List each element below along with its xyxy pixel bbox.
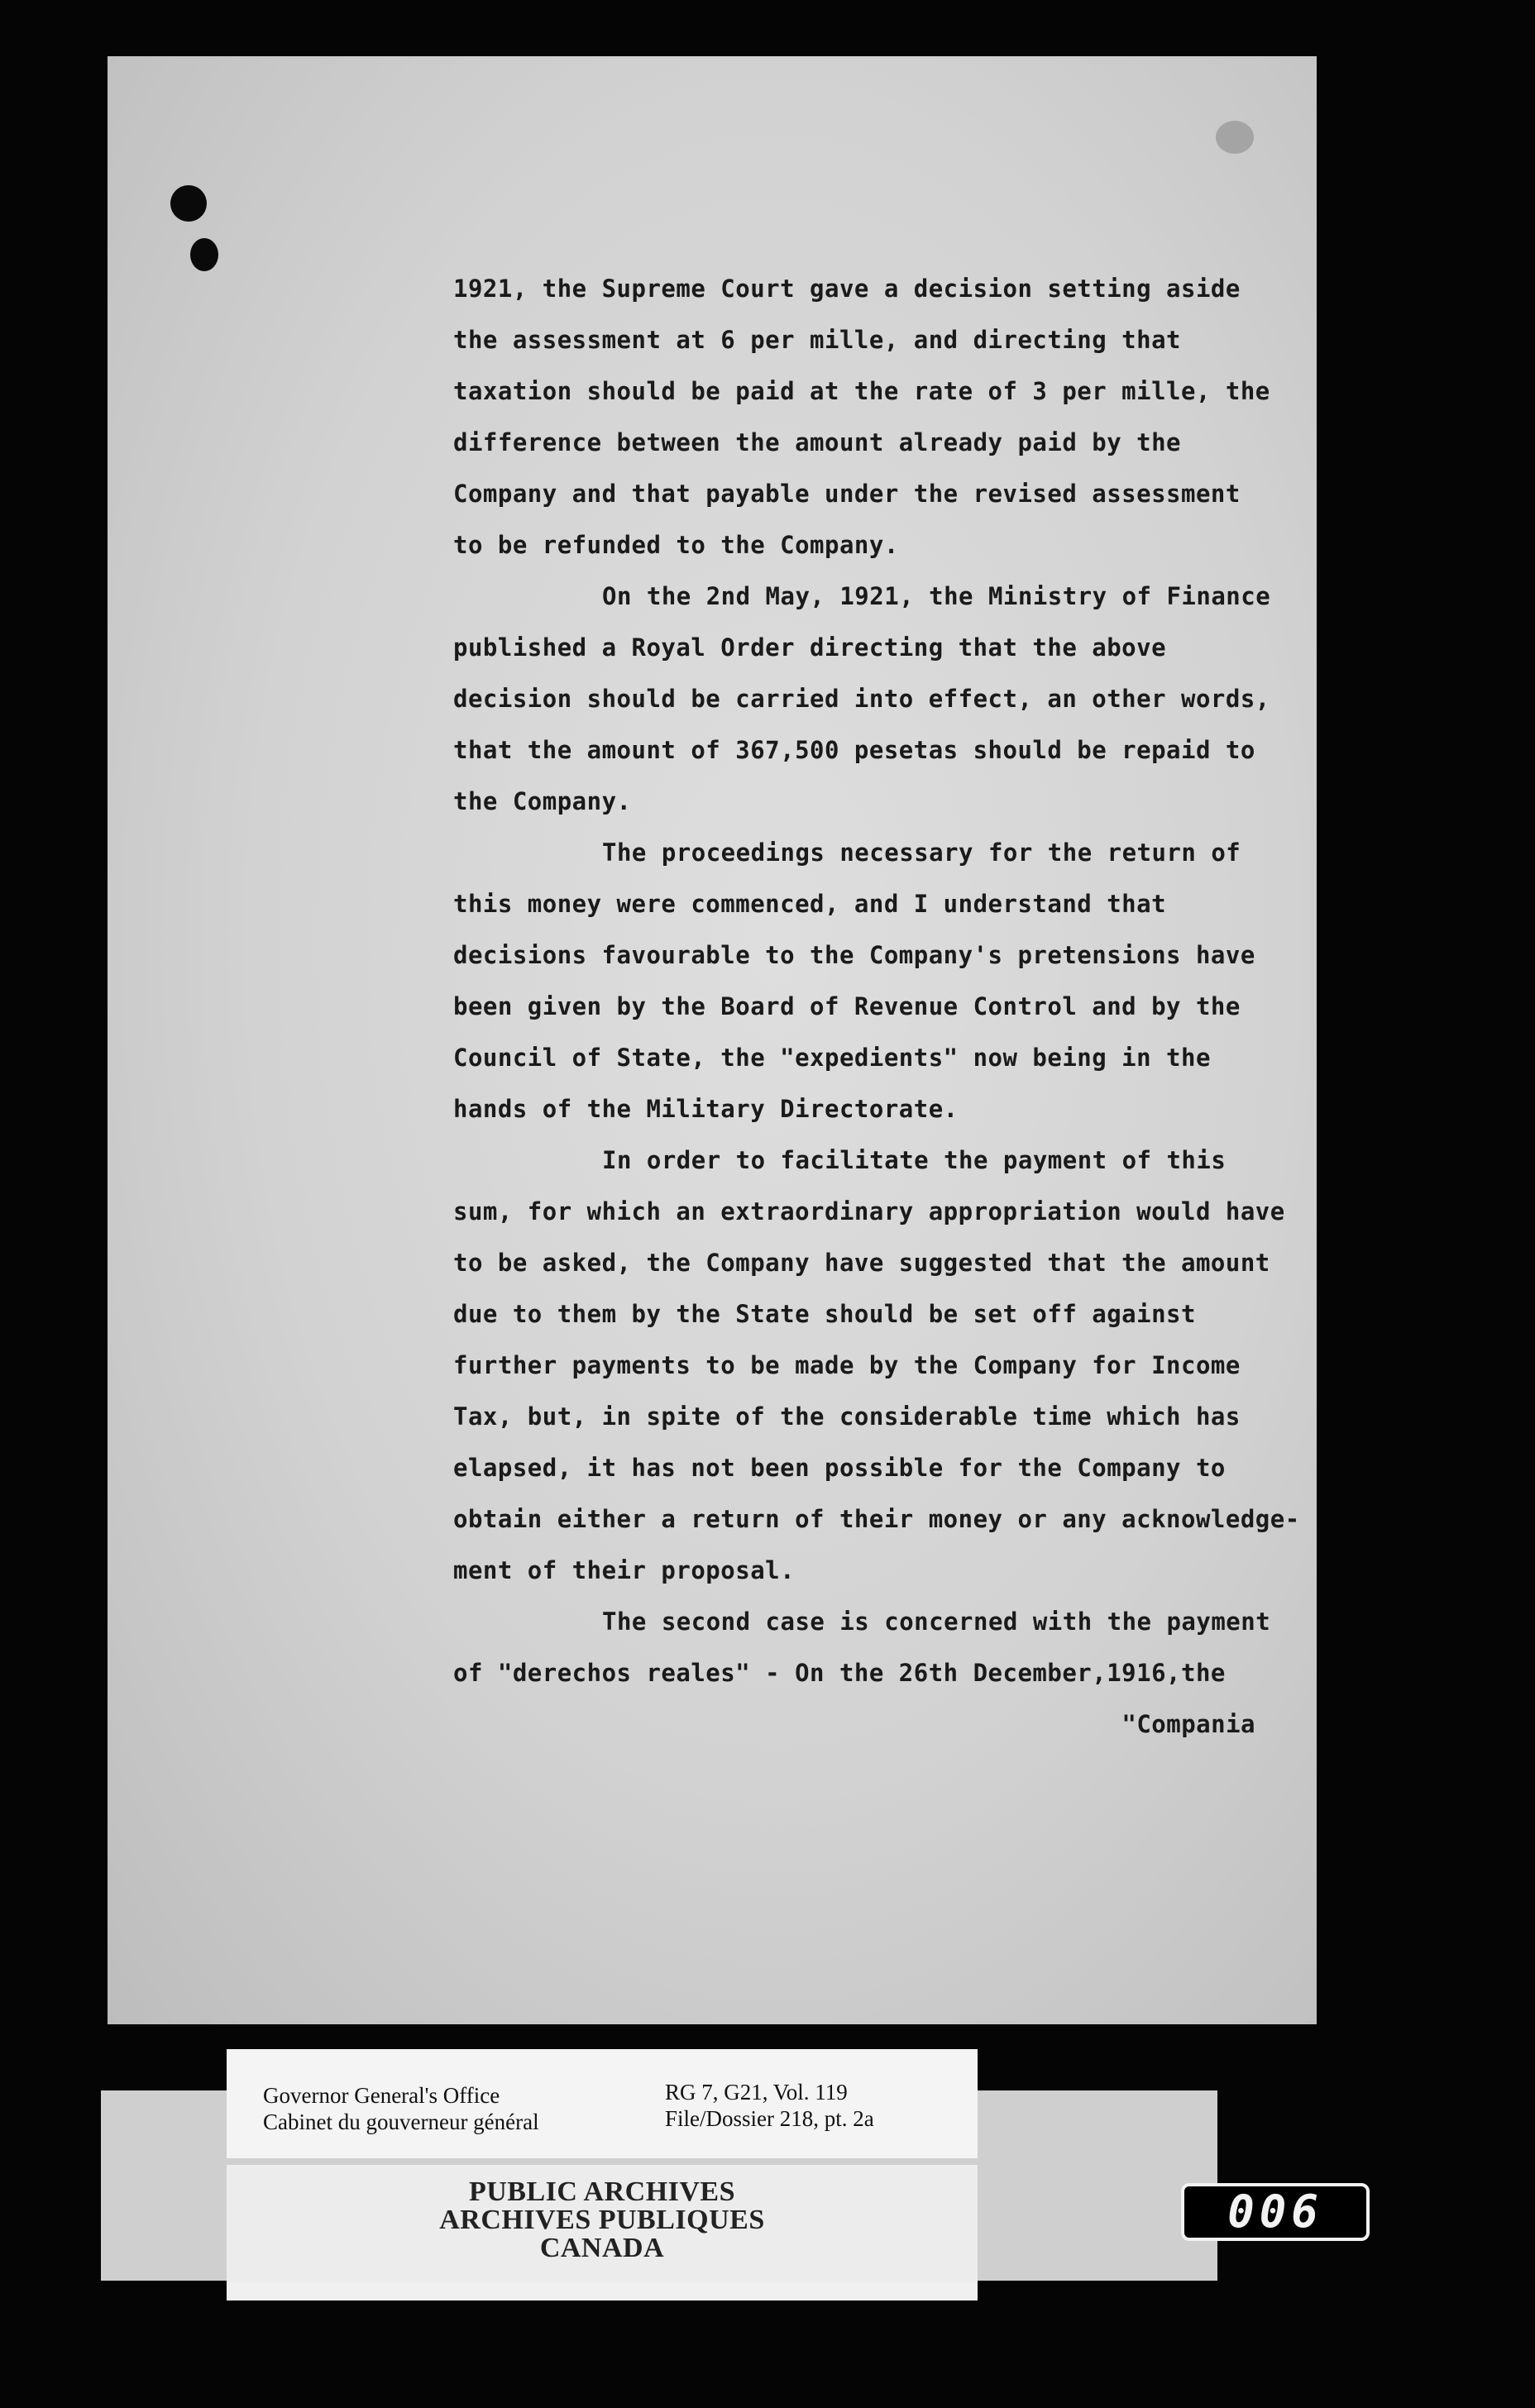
text-line: to be asked, the Company have suggested that the amount (453, 1249, 1270, 1277)
text-line: elapsed, it has not been possible for the Company to (453, 1454, 1226, 1482)
smudge-mark (1216, 121, 1254, 154)
text-line: of "derechos reales" - On the 26th December,1916,the (453, 1659, 1226, 1687)
text-line: this money were commenced, and I understand that (453, 890, 1167, 918)
text-line: published a Royal Order directing that the above (453, 633, 1167, 662)
text-line: further payments to be made by the Company for Income (453, 1351, 1241, 1379)
file-dossier-reference: File/Dossier 218, pt. 2a (665, 2106, 874, 2131)
text-line: due to them by the State should be set off against (453, 1300, 1196, 1328)
text-line: ment of their proposal. (453, 1556, 796, 1584)
text-line: hands of the Military Directorate. (453, 1095, 959, 1123)
archives-stamp-line-french: ARCHIVES PUBLIQUES (439, 2205, 765, 2235)
archive-reference-card (227, 2049, 978, 2158)
text-line: to be refunded to the Company. (453, 531, 899, 559)
text-line: the assessment at 6 per mille, and directing that (453, 326, 1182, 354)
archives-stamp-line-country: CANADA (539, 2233, 665, 2263)
text-line: taxation should be paid at the rate of 3 per mille, the (453, 377, 1270, 405)
text-line: The proceedings necessary for the return of (602, 838, 1241, 867)
text-line: Company and that payable under the revised assessment (453, 480, 1241, 508)
archives-stamp-text (227, 2178, 978, 2262)
text-line: that the amount of 367,500 pesetas should be repaid to (453, 736, 1255, 764)
archives-stamp-card (227, 2165, 978, 2299)
text-line: decision should be carried into effect, an other words, (453, 685, 1270, 713)
archives-stamp-line-english: PUBLIC ARCHIVES (468, 2176, 736, 2207)
text-line: decisions favourable to the Company's pretensions have (453, 941, 1255, 969)
text-line: obtain either a return of their money or any acknowledge- (453, 1505, 1300, 1533)
archives-card-bottom-strip (227, 2282, 978, 2300)
punch-hole-bottom (190, 238, 218, 271)
office-name-french: Cabinet du gouverneur général (263, 2109, 539, 2134)
text-line: sum, for which an extraordinary appropriation would have (453, 1197, 1285, 1226)
text-line: Council of State, the "expedients" now being in the (453, 1044, 1211, 1072)
file-reference-block (665, 2079, 874, 2132)
office-name-english: Governor General's Office (263, 2083, 500, 2108)
typed-body-text (453, 263, 1305, 1750)
text-line: difference between the amount already paid by the (453, 428, 1182, 456)
text-line: Tax, but, in spite of the considerable time which has (453, 1402, 1241, 1431)
office-name-block (263, 2082, 539, 2135)
text-line: the Company. (453, 787, 632, 815)
text-line: In order to facilitate the payment of this (602, 1146, 1227, 1174)
frame-number-badge: 006 (1181, 2183, 1370, 2241)
text-line: 1921, the Supreme Court gave a decision setting aside (453, 275, 1241, 303)
punch-hole-top (170, 185, 207, 222)
record-group-reference: RG 7, G21, Vol. 119 (665, 2080, 848, 2105)
text-line: been given by the Board of Revenue Control and by the (453, 992, 1241, 1020)
text-line: On the 2nd May, 1921, the Ministry of Finance (602, 582, 1271, 610)
catchword: "Compania (1121, 1710, 1255, 1738)
text-line: The second case is concerned with the payment (602, 1608, 1271, 1636)
